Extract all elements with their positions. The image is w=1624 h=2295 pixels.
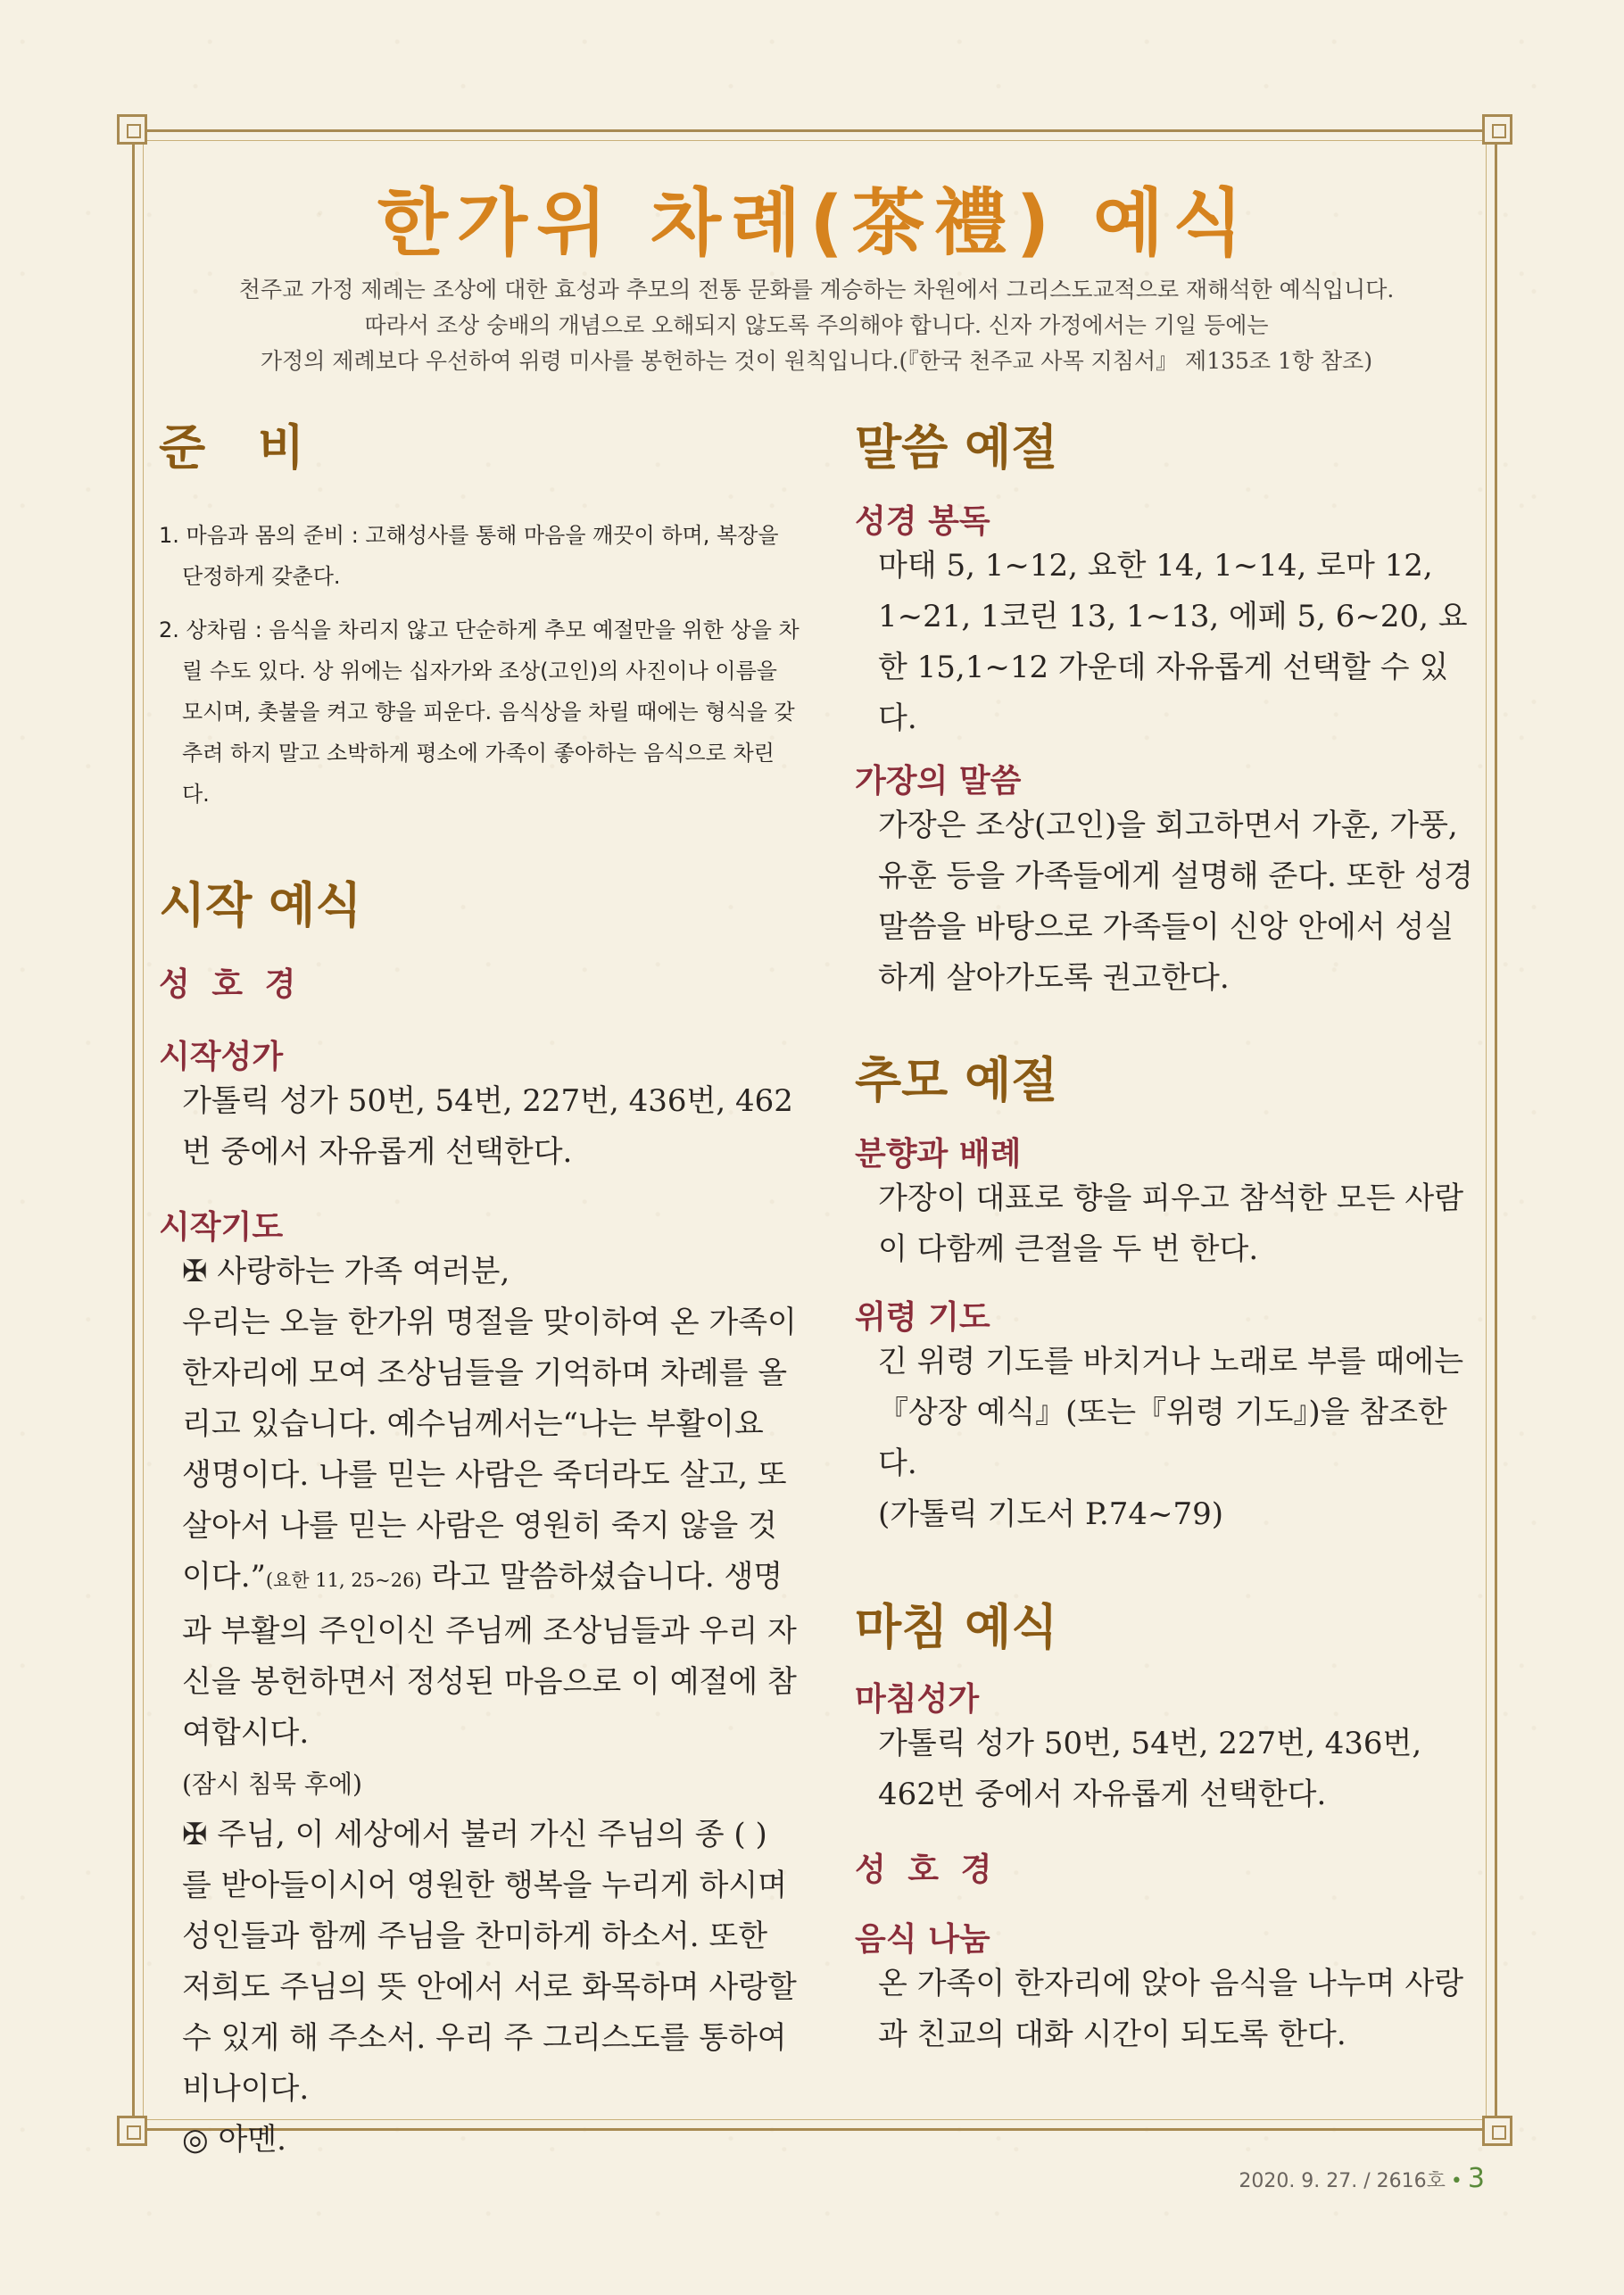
prep-list [159,515,801,815]
incense-text: 가장이 대표로 향을 피우고 참석한 모든 사람이 다함께 큰절을 두 번 한다. [878,1181,1464,1268]
subsection-opening-prayer: 시작기도 [159,1208,284,1246]
prayer-book-reference: (가톨릭 기도서 P.74~79) [878,1496,1224,1533]
prep-item-table-setting: 2. 상차림 : 음식을 차리지 않고 단순하게 추모 예절만을 위한 상을 차릴 수도 있다. 상 위에는 십자가와 조상(고인)의 사진이나 이름을 모시며, 촛불을 켜고 향을 피운다. 음식상을 차릴 때에는 형식을 갖추려 하지 말고 소박하게 평소에 가족이 좋아하는 음식으로 차린다. [159,617,800,807]
corner-ornament-top-left [117,114,147,145]
meal-sharing-text: 온 가족이 한자리에 앉아 음식을 나누며 사랑과 친교의 대화 시간이 되도록 한다. [878,1965,1464,2052]
opening-prayer [159,1247,801,2166]
intro-line: 천주교 가정 제례는 조상에 대한 효성과 추모의 전통 문화를 계승하는 차원에서 그리스도교적으로 재해석한 예식입니다. [238,277,1395,302]
prayer-body [182,1297,801,1759]
memorial-prayer-text: 긴 위령 기도를 바치거나 노래로 부를 때에는 『상장 예식』(또는『위령 기도』)을 참조한다. [878,1344,1464,1482]
subsection-head-word: 가장의 말씀 [855,762,1022,800]
page-footer [1239,2163,1485,2194]
page-title: 한가위 차례(茶禮) 예식 [377,181,1253,266]
section-title-start: 시작 예식 [159,876,362,933]
section-title-prep: 준 비 [159,419,323,476]
prayer-body-text: 우리는 오늘 한가위 명절을 맞이하여 온 가족이 한자리에 모여 조상님들을 기억하며 차례를 올리고 있습니다. 예수님께서는“나는 부활이요 생명이다. 나를 믿는 사람은 죽더라도 살고, 또 살아서 나를 믿는 사람은 영원히 죽지 않을 것이다.” [182,1305,797,1595]
section-title-word: 말씀 예절 [855,419,1058,476]
bullet-icon: • [1450,2170,1462,2192]
subsection-closing-hymn: 마침성가 [855,1681,980,1719]
page-number: 3 [1467,2163,1485,2194]
scripture-reference: (요한 11, 25~26) [265,1570,422,1592]
intro-line: 가정의 제례보다 우선하여 위령 미사를 봉헌하는 것이 원칙입니다.(『한국 천주교 사목 지침서』 제135조 1항 참조) [260,348,1373,374]
head-word-text: 가장은 조상(고인)을 회고하면서 가훈, 가풍, 유훈 등을 가족들에게 설명해 준다. 또한 성경 말씀을 바탕으로 가족들이 신앙 안에서 성실하게 살아가도록 권고한다. [878,808,1473,997]
issue-info: 2020. 9. 27. / 2616호 [1239,2170,1446,2192]
subsection-sign-of-cross: 성 호 경 [159,965,302,1003]
prep-item-mind-body: 1. 마음과 몸의 준비 : 고해성사를 통해 마음을 깨끗이 하며, 복장을 단정하게 갖춘다. [159,522,779,589]
right-column [855,419,1479,2060]
corner-ornament-top-right [1482,114,1512,145]
intro-line: 따라서 조상 숭배의 개념으로 오해되지 않도록 주의해야 합니다. 신자 가정에서는 기일 등에는 [364,312,1269,338]
section-title-memorial: 추모 예절 [855,1052,1058,1109]
subsection-scripture-reading: 성경 봉독 [855,502,990,540]
subsection-opening-hymn: 시작성가 [159,1038,284,1075]
prayer-address: ✠ 사랑하는 가족 여러분, [182,1254,510,1290]
opening-hymn-text: 가톨릭 성가 50번, 54번, 227번, 436번, 462번 중에서 자유롭게 선택한다. [182,1082,793,1170]
amen-response: ◎ 아멘. [182,2122,286,2158]
subsection-memorial-prayer: 위령 기도 [855,1299,990,1337]
intro-paragraph [178,272,1454,379]
closing-hymn-text: 가톨릭 성가 50번, 54번, 227번, 436번, 462번 중에서 자유롭게 선택한다. [878,1726,1422,1813]
subsection-closing-sign-of-cross: 성 호 경 [855,1852,998,1889]
scripture-reading-text: 마태 5, 1~12, 요한 14, 1~14, 로마 12, 1~21, 1코린 13, 1~13, 에페 5, 6~20, 요한 15,1~12 가운데 자유롭게 선택할 수 있다. [878,547,1468,736]
section-title-closing: 마침 예식 [855,1599,1058,1656]
corner-ornament-bottom-right [1482,2116,1512,2146]
prayer-body-continued: 라고 말씀하셨습니다. 생명과 부활의 주인이신 주님께 조상님들과 우리 자신을 봉헌하면서 정성된 마음으로 이 예절에 참여합시다. [182,1559,797,1752]
subsection-meal-sharing: 음식 나눔 [855,1920,990,1958]
prayer-petition: ✠ 주님, 이 세상에서 불러 가신 주님의 종 ( ) 를 받아들이시어 영원한 행복을 누리게 하시며 성인들과 함께 주님을 찬미하게 하소서. 또한 저희도 주님의 뜻 안에서 서로 화목하며 사랑할 수 있게 해 주소서. 우리 주 그리스도를 통하여 비나이다. [182,1817,797,2108]
corner-ornament-bottom-left [117,2116,147,2146]
left-column [159,419,801,2166]
silence-note: (잠시 침묵 후에) [182,1769,362,1800]
memorial-prayer [855,1337,1479,1540]
subsection-incense: 분향과 배례 [855,1135,1022,1172]
